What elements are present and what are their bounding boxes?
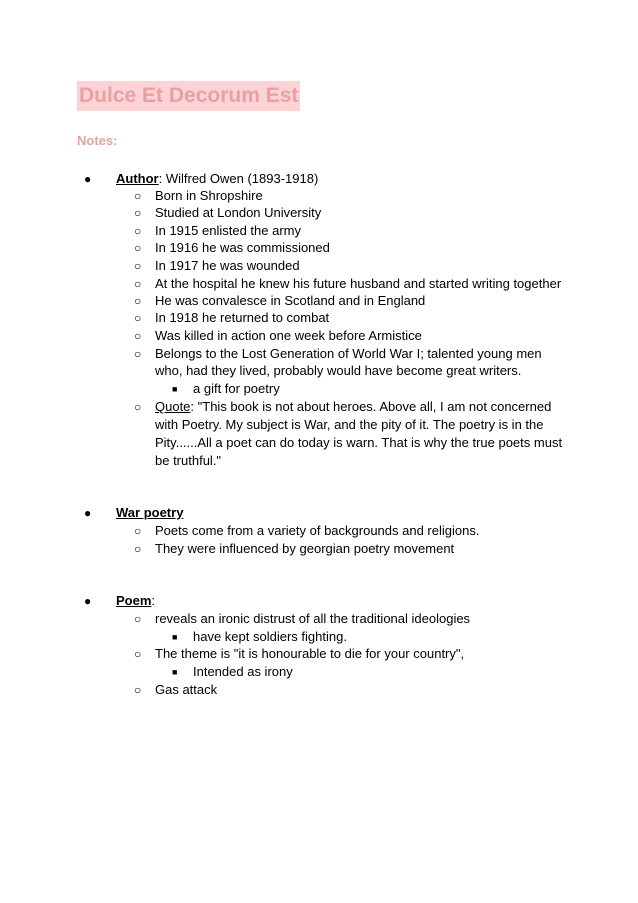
bullet-level3: ■ [172,384,178,394]
poem-heading-rest: : [151,593,156,608]
list-item: They were influenced by georgian poetry movement [155,541,455,556]
bullet-level2: ○ [134,259,142,273]
list-item: At the hospital he knew his future husband and started writing together [155,276,562,291]
bullet-level2: ○ [134,612,142,626]
quote-line3: Pity......All a poet can do today is warn. That is why the true poets must [155,435,563,450]
bullet-level2: ○ [134,400,142,414]
bullet-level2: ○ [134,189,142,203]
list-item: reveals an ironic distrust of all the traditional ideologies [155,611,471,626]
author-heading-rest: : Wilfred Owen (1893-1918) [158,171,319,186]
quote-line2: with Poetry. My subject is War, and the pity of it. The poetry is in the [155,417,544,432]
lost-generation-line1: Belongs to the Lost Generation of World War I; talented young men [155,346,542,361]
author-heading-line [116,170,318,188]
quote-line4: be truthful." [155,453,222,468]
bullet-level2: ○ [134,347,142,361]
lost-generation-line2: who, had they lived, probably would have become great writers. [155,363,522,378]
bullet-level1: ● [84,594,92,608]
list-item: Gas attack [155,682,218,697]
lost-generation-sub: a gift for poetry [193,381,280,396]
list-item: He was convalesce in Scotland and in England [155,293,426,308]
bullet-level2: ○ [134,524,142,538]
bullet-level3: ■ [172,667,178,677]
list-item: In 1917 he was wounded [155,258,300,273]
list-subitem: Intended as irony [193,664,293,679]
page-title: Dulce Et Decorum Est [77,81,300,111]
bullet-level2: ○ [134,224,142,238]
author-heading: Author [116,171,159,186]
quote-label: Quote [155,399,191,414]
list-item: In 1918 he returned to combat [155,310,330,325]
bullet-level2: ○ [134,329,142,343]
bullet-level2: ○ [134,311,142,325]
quote-line1-rest: : "This book is not about heroes. Above all, I am not concerned [190,399,552,414]
notes-label: Notes: [77,133,118,148]
list-item: Born in Shropshire [155,188,263,203]
bullet-level2: ○ [134,647,142,661]
bullet-level2: ○ [134,294,142,308]
bullet-level2: ○ [134,277,142,291]
bullet-level3: ■ [172,632,178,642]
list-item: In 1916 he was commissioned [155,240,330,255]
list-item: Studied at London University [155,205,322,220]
poem-heading: Poem [116,593,152,608]
list-item: The theme is "it is honourable to die for your country", [155,646,465,661]
list-item: Was killed in action one week before Armistice [155,328,422,343]
war-poetry-heading: War poetry [116,505,184,520]
bullet-level2: ○ [134,683,142,697]
bullet-level2: ○ [134,241,142,255]
bullet-level1: ● [84,506,92,520]
list-subitem: have kept soldiers fighting. [193,629,347,644]
quote-line1 [155,398,551,416]
list-item: Poets come from a variety of backgrounds and religions. [155,523,480,538]
bullet-level2: ○ [134,206,142,220]
bullet-level1: ● [84,172,92,186]
bullet-level2: ○ [134,542,142,556]
poem-heading-line [116,592,155,610]
list-item: In 1915 enlisted the army [155,223,301,238]
